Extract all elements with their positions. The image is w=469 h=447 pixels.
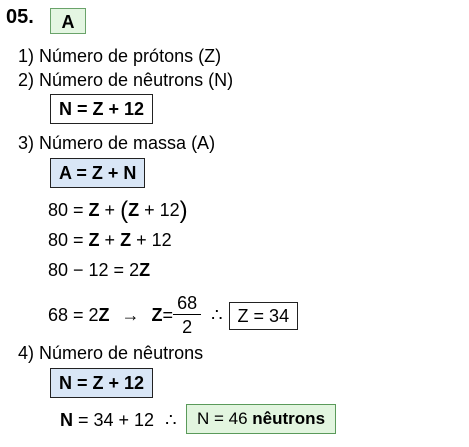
calc-line-4-eq: = (162, 305, 174, 325)
calc-line-2-left: 80 = (48, 230, 89, 250)
calc-line-2-plus: + (99, 230, 121, 250)
final-result-value: N = 46 (197, 409, 253, 428)
a-formula-box (50, 158, 145, 188)
fraction (173, 292, 201, 339)
calc-line-1-left: 80 = (48, 200, 89, 220)
calc-line-1-inner-z: Z (128, 200, 140, 220)
calc-line-1-z: Z (88, 200, 100, 220)
z-result-box (229, 302, 299, 330)
n-formula-text: N = Z + 12 (59, 99, 145, 119)
calc-line-1-plus: + (99, 200, 121, 220)
therefore-symbol: ∴ (211, 305, 223, 325)
fraction-denominator: 2 (182, 317, 193, 337)
fraction-numerator: 68 (173, 292, 201, 315)
answer-badge: A (50, 8, 86, 34)
step-3-label: 3) Número de massa (A) (18, 133, 216, 153)
calc-line-3 (48, 260, 150, 281)
arrow-icon: → (121, 305, 140, 325)
calc-line-1 (48, 197, 188, 225)
calc-line-2-z1: Z (88, 230, 100, 250)
final-therefore-symbol: ∴ (165, 410, 177, 430)
calc-line-1-inner-rest: + 12 (139, 200, 180, 220)
final-calc-n: N (60, 410, 73, 430)
calc-line-2-rest: + 12 (131, 230, 172, 250)
calc-line-1-close-paren: ) (179, 197, 188, 224)
calc-line-1-open-paren: ( (120, 197, 129, 224)
calc-line-4-z: Z (98, 305, 110, 325)
calc-line-2 (48, 230, 172, 251)
n-formula-box (50, 94, 153, 124)
final-calc-line (60, 410, 177, 431)
calc-line-4 (48, 292, 298, 339)
step-1-label: 1) Número de prótons (Z) (18, 46, 222, 66)
step-2-label: 2) Número de nêutrons (N) (18, 70, 234, 90)
a-formula-text: A = Z + N (59, 163, 137, 183)
calc-line-4-left: 68 = 2 (48, 305, 99, 325)
step-4-label: 4) Número de nêutrons (18, 343, 204, 363)
question-number: 05. (6, 6, 34, 28)
final-calc-expr: = 34 + 12 (73, 410, 155, 430)
final-result-unit: nêutrons (252, 409, 326, 428)
final-result-box (186, 404, 336, 434)
calc-line-3-left: 80 − 12 = 2 (48, 260, 140, 280)
calc-line-2-z2: Z (120, 230, 132, 250)
final-n-formula-box (50, 368, 153, 398)
calc-line-4-z2: Z (151, 305, 163, 325)
calc-line-3-z: Z (139, 260, 151, 280)
z-result-text: Z = 34 (237, 305, 290, 326)
final-n-formula-text: N = Z + 12 (59, 373, 145, 393)
